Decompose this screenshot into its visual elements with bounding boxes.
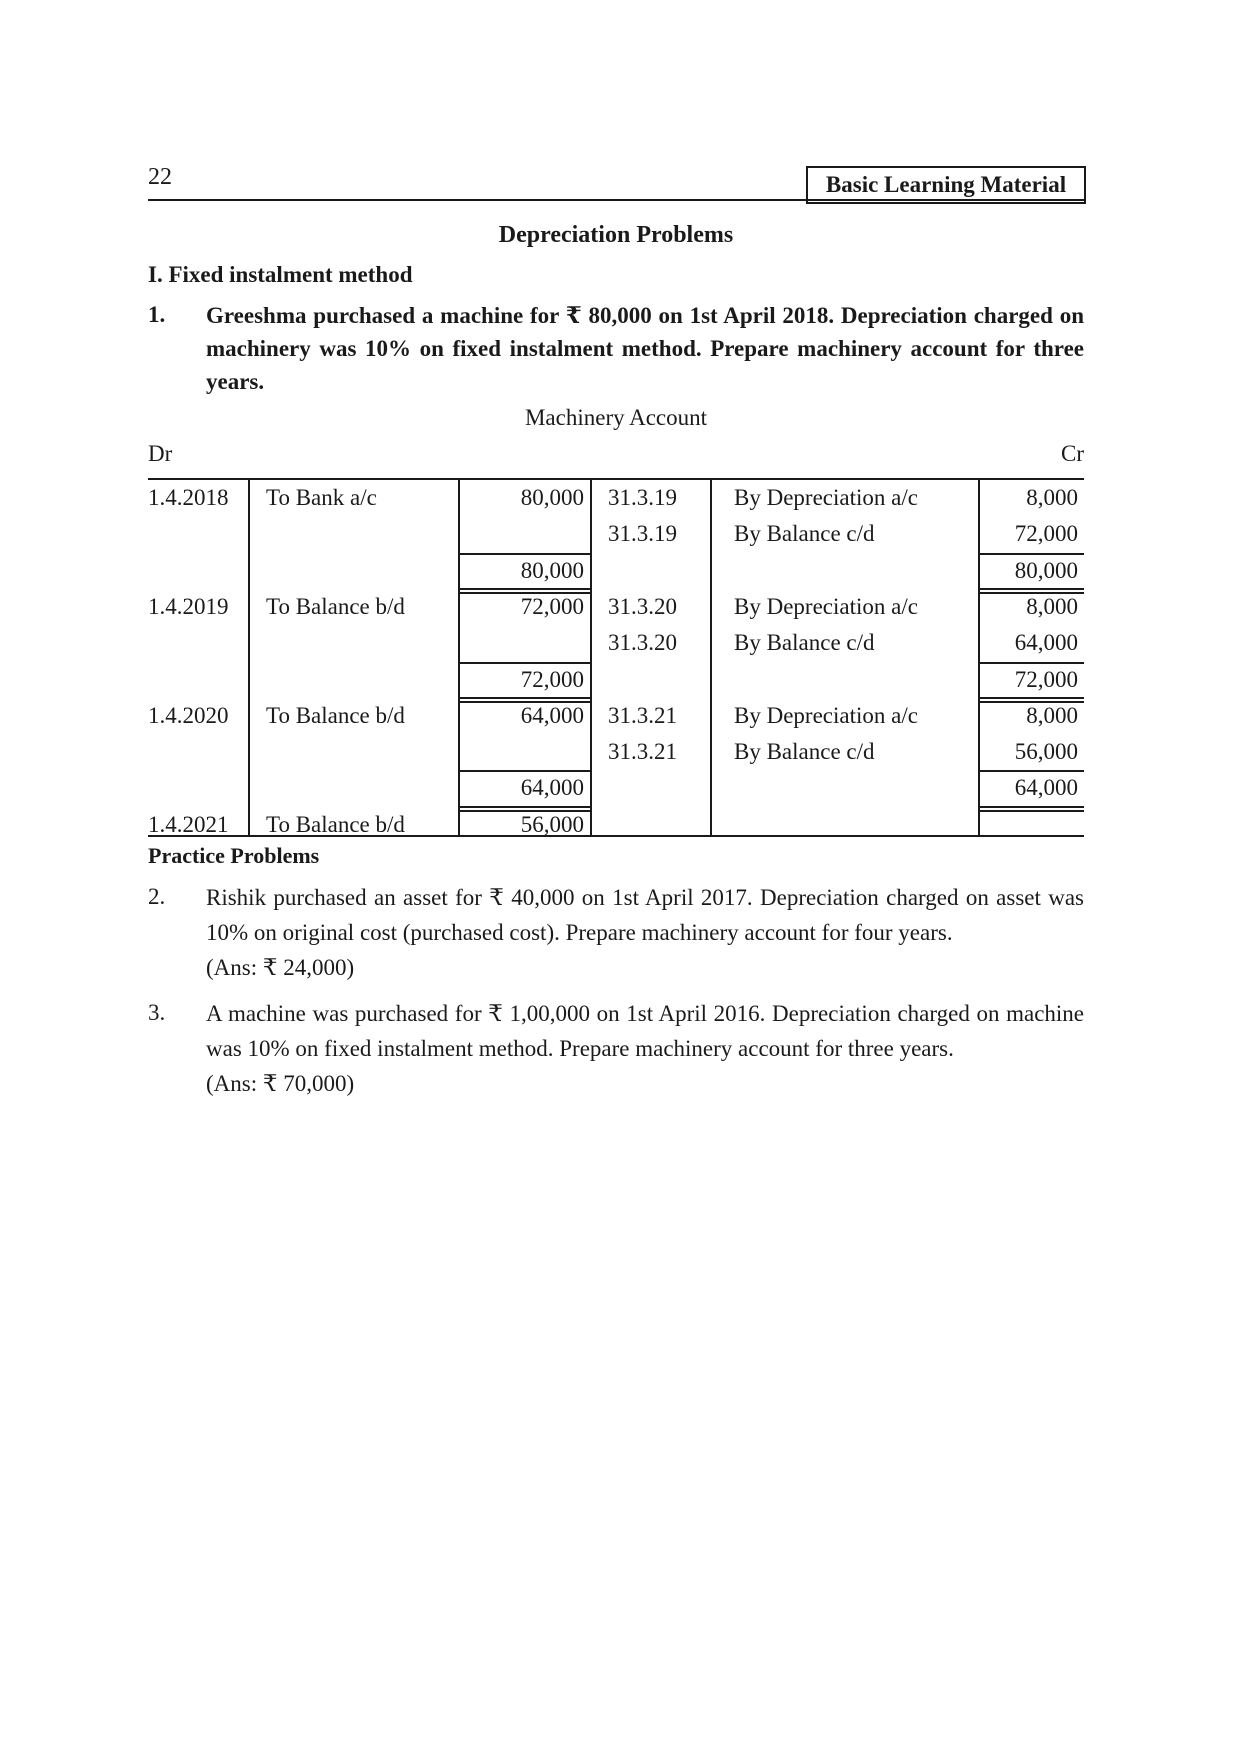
dr-particulars-cell: To Balance b/d (266, 702, 405, 728)
cr-date-cell: 31.3.19 (608, 485, 677, 510)
dr-date-cell: 1.4.2019 (148, 593, 229, 619)
dr-particulars-cell (266, 662, 456, 698)
cr-amount-cell: 8,000 (1026, 593, 1078, 619)
total-rule (459, 701, 591, 703)
total-rule (459, 592, 591, 594)
total-rule (979, 701, 1084, 703)
dr-particulars-cell: To Balance b/d (266, 811, 405, 837)
dr-date-cell (148, 770, 243, 806)
cr-particulars-cell (734, 807, 974, 843)
dr-particulars-cell (266, 553, 456, 589)
dr-amount-cell: 80,000 (520, 557, 584, 583)
ledger-col-divider (248, 478, 250, 837)
dr-date-cell: 1.4.2021 (148, 811, 229, 837)
dr-date-cell (148, 662, 243, 698)
total-rule (459, 662, 591, 664)
cr-amount-cell: 56,000 (1014, 739, 1078, 765)
machinery-ledger (148, 478, 1084, 837)
cr-particulars-cell: By Balance c/d (734, 739, 875, 765)
dr-date-cell (148, 625, 243, 661)
subsection-heading: I. Fixed instalment method (148, 262, 413, 287)
problem-1-text: Greeshma purchased a machine for ₹ 80,000 on 1st April 2018. Depreciation charged on machinery was 10% on fixed instalment method. Prepare machinery account for three years. (206, 303, 1084, 394)
dr-amount-cell: 80,000 (520, 485, 584, 510)
total-rule (979, 697, 1084, 699)
cr-date-cell (608, 662, 708, 698)
dr-amount-cell: 72,000 (520, 666, 584, 692)
cr-date-cell (608, 553, 708, 589)
cr-amount-cell: 80,000 (1014, 557, 1078, 583)
cr-particulars-cell: By Balance c/d (734, 630, 875, 656)
dr-date-cell: 1.4.2018 (148, 485, 229, 510)
cr-particulars-cell: By Depreciation a/c (734, 702, 918, 728)
cr-amount-cell: 8,000 (1026, 702, 1078, 728)
problem-2-answer: (Ans: ₹ 24,000) (206, 955, 355, 980)
cr-date-cell: 31.3.20 (608, 630, 677, 656)
cr-date-cell (608, 770, 708, 806)
page-number: 22 (148, 164, 172, 190)
section-title: Depreciation Problems (498, 222, 734, 248)
total-rule (979, 770, 1084, 772)
total-rule (459, 806, 591, 808)
total-rule (979, 588, 1084, 590)
dr-amount-cell: 64,000 (520, 702, 584, 728)
problem-2-text (206, 880, 1084, 985)
dr-amount-cell: 56,000 (520, 811, 584, 837)
dr-amount-cell (460, 625, 584, 661)
problem-2-body: Rishik purchased an asset for ₹ 40,000 on 1st April 2017. Depreciation charged on asset was 10% on original cost (purchased cost). Prepare machinery account for four years. (206, 885, 1084, 945)
practice-heading: Practice Problems (148, 843, 320, 868)
cr-particulars-cell (734, 770, 974, 806)
debit-label: Dr (148, 441, 173, 466)
dr-particulars-cell (266, 625, 456, 661)
cr-date-cell: 31.3.21 (608, 702, 677, 728)
total-rule (459, 770, 591, 772)
cr-date-cell: 31.3.20 (608, 593, 677, 619)
account-title: Machinery Account (524, 405, 708, 430)
cr-amount-cell: 64,000 (1014, 630, 1078, 656)
cr-amount-cell: 64,000 (1014, 775, 1078, 801)
cr-particulars-cell (734, 662, 974, 698)
total-rule (979, 806, 1084, 808)
dr-date-cell: 1.4.2020 (148, 702, 229, 728)
ledger-col-divider (710, 478, 712, 837)
ledger-col-divider (590, 478, 592, 837)
total-rule (979, 592, 1084, 594)
problem-3-body: A machine was purchased for ₹ 1,00,000 on 1st April 2016. Depreciation charged on machine was 10% on fixed instalment method. Prepare machinery account for three years. (206, 1001, 1084, 1061)
dr-particulars-cell: To Bank a/c (266, 485, 377, 510)
dr-amount-cell: 72,000 (520, 593, 584, 619)
cr-particulars-cell: By Depreciation a/c (734, 485, 918, 510)
cr-amount-cell: 72,000 (1014, 666, 1078, 692)
dr-particulars-cell (266, 770, 456, 806)
cr-particulars-cell: By Depreciation a/c (734, 593, 918, 619)
problem-3-answer: (Ans: ₹ 70,000) (206, 1071, 355, 1096)
cr-amount-cell (980, 807, 1078, 843)
cr-date-cell: 31.3.19 (608, 521, 677, 547)
dr-amount-cell (460, 734, 584, 770)
cr-particulars-cell: By Balance c/d (734, 521, 875, 547)
cr-particulars-cell (734, 553, 974, 589)
problem-3-number: 3. (148, 1000, 166, 1025)
dr-date-cell (148, 734, 243, 770)
total-rule (459, 810, 591, 812)
book-title-box: Basic Learning Material (806, 166, 1086, 204)
dr-date-cell (148, 553, 243, 589)
total-rule (979, 810, 1084, 812)
problem-3-text (206, 996, 1084, 1101)
dr-particulars-cell: To Balance b/d (266, 593, 405, 619)
dr-particulars-cell (266, 516, 456, 552)
total-rule (459, 697, 591, 699)
cr-amount-cell: 72,000 (1014, 521, 1078, 547)
cr-date-cell: 31.3.21 (608, 739, 677, 765)
cr-date-cell (608, 807, 708, 843)
dr-amount-cell: 64,000 (520, 775, 584, 801)
credit-label: Cr (1061, 441, 1084, 466)
dr-amount-cell (460, 516, 584, 552)
problem-2-number: 2. (148, 884, 166, 909)
problem-1-number: 1. (148, 302, 166, 327)
total-rule (979, 662, 1084, 664)
dr-particulars-cell (266, 734, 456, 770)
total-rule (459, 553, 591, 555)
total-rule (979, 553, 1084, 555)
dr-date-cell (148, 516, 243, 552)
cr-amount-cell: 8,000 (1026, 485, 1078, 510)
total-rule (459, 588, 591, 590)
header-rule (148, 199, 1084, 201)
